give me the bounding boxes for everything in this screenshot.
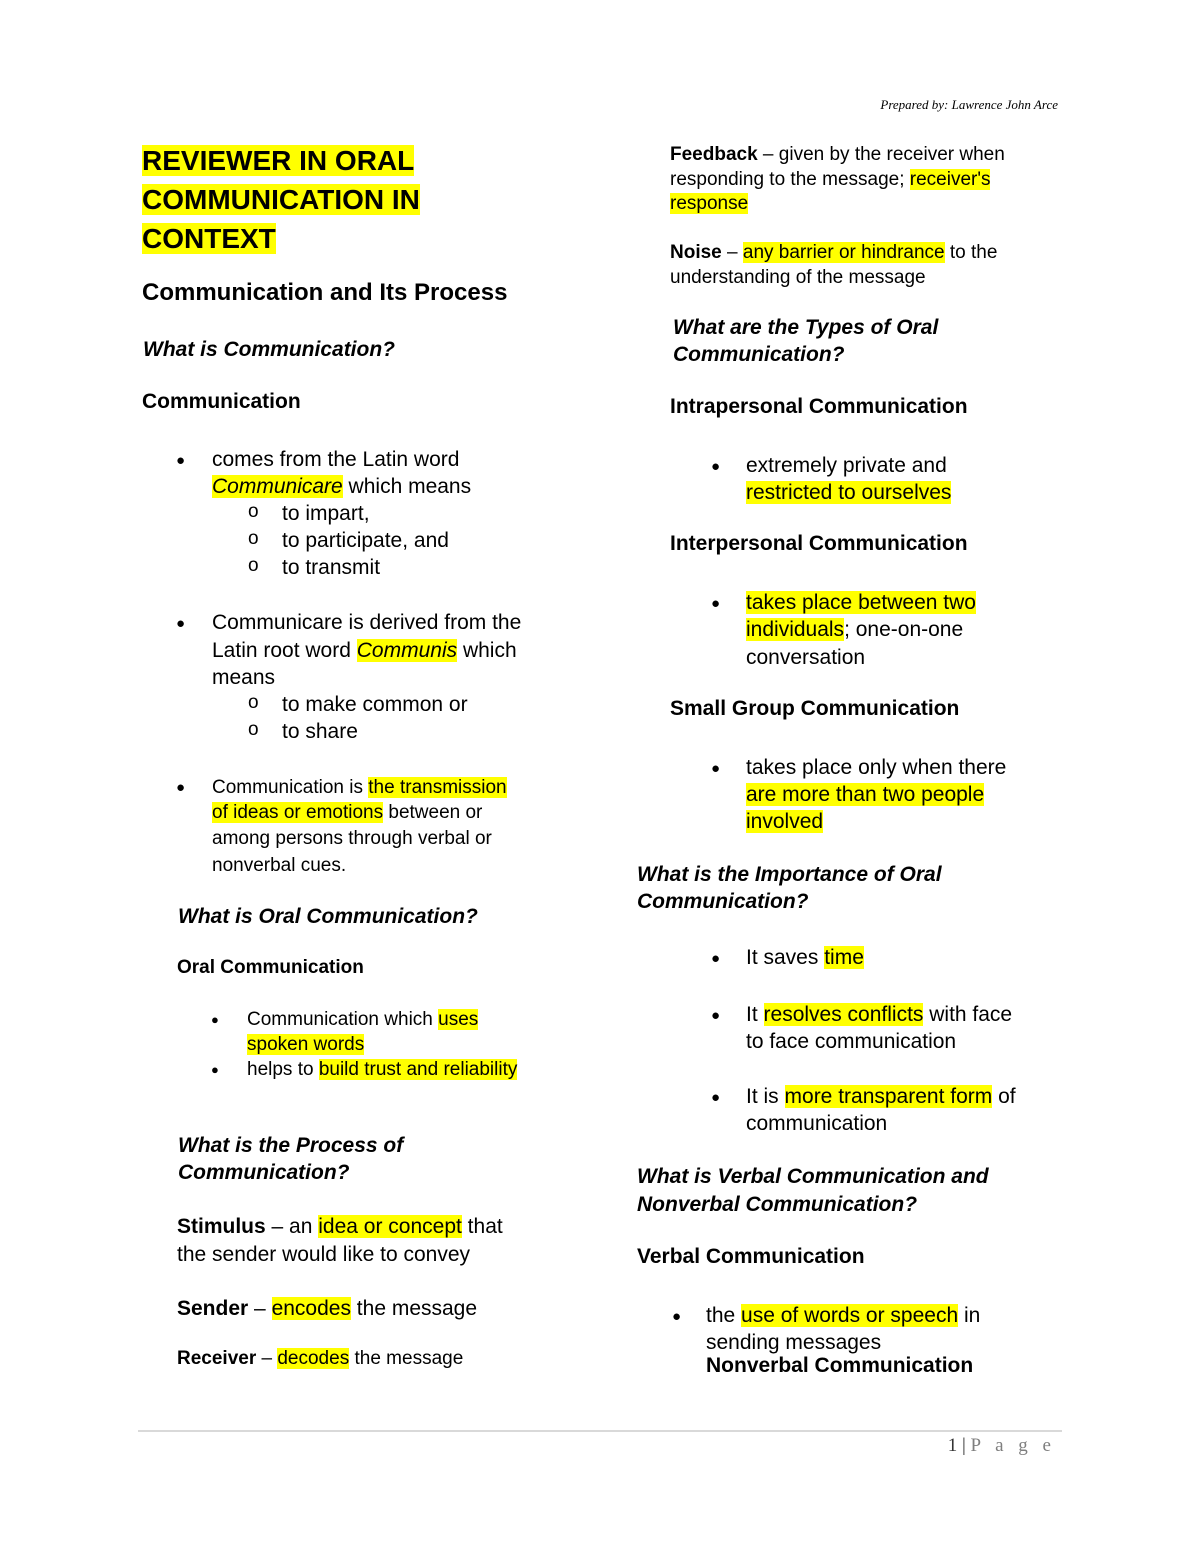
highlight: decodes	[277, 1348, 350, 1369]
bullet-text	[212, 775, 507, 800]
text: of	[992, 1085, 1016, 1108]
highlight: takes place between two	[746, 591, 976, 614]
text: Latin root word	[212, 639, 357, 662]
circle-bullet-icon: o	[248, 528, 259, 549]
bullet-text: Communicare is derived from the	[212, 611, 522, 634]
text: Communication which	[247, 1009, 439, 1030]
text: – given by the receiver when	[757, 144, 1005, 165]
question-heading: Communication?	[673, 343, 845, 366]
subheading: Nonverbal Communication	[706, 1354, 974, 1377]
sub-bullet-text: to share	[282, 720, 358, 743]
highlight: use of words or speech	[741, 1304, 959, 1327]
term: Noise	[670, 242, 722, 263]
title-line: COMMUNICATION IN	[142, 184, 420, 215]
text: –	[248, 1297, 272, 1320]
sub-bullet-text: to transmit	[282, 556, 381, 579]
bullet-icon: ●	[711, 595, 721, 612]
bullet-icon: ●	[176, 615, 186, 632]
highlight: more transparent form	[784, 1085, 993, 1108]
highlight: spoken words	[247, 1034, 365, 1055]
bullet-icon: ●	[711, 458, 721, 475]
bullet-text	[746, 616, 963, 643]
question-heading: Communication?	[637, 890, 809, 913]
text: –	[721, 242, 743, 263]
text: – an	[265, 1215, 319, 1238]
sub-bullet-text: to impart,	[282, 502, 370, 525]
definition-feedback	[670, 142, 1005, 167]
highlight: of ideas or emotions	[212, 802, 384, 823]
bullet-text	[212, 800, 482, 825]
definition-text	[670, 167, 990, 192]
bullet-text: communication	[746, 1112, 888, 1135]
bullet-icon: ●	[211, 1012, 219, 1027]
bullet-icon: ●	[711, 1007, 721, 1024]
text: that	[461, 1215, 503, 1238]
circle-bullet-icon: o	[248, 719, 259, 740]
page-number: 1	[947, 1435, 958, 1456]
text: which means	[342, 475, 472, 498]
highlight: build trust and reliability	[318, 1059, 518, 1080]
text: ; one-on-one	[844, 618, 964, 641]
subheading: Verbal Communication	[637, 1245, 865, 1268]
text: the	[706, 1304, 742, 1327]
term: Feedback	[670, 144, 758, 165]
bullet-text: extremely private and	[746, 454, 947, 477]
text: –	[256, 1348, 278, 1369]
highlight: the transmission	[368, 777, 507, 798]
text: to the	[944, 242, 998, 263]
bullet-text	[706, 1302, 980, 1329]
bullet-text: to face communication	[746, 1030, 957, 1053]
subheading: Oral Communication	[177, 957, 364, 978]
definition-stimulus	[177, 1213, 503, 1240]
question-heading: What is Communication?	[143, 338, 395, 361]
text: It saves	[746, 946, 825, 969]
header-prepared-by: Prepared by: Lawrence John Arce	[880, 97, 1058, 112]
question-heading: What is Verbal Communication and	[637, 1165, 989, 1188]
text: which	[457, 639, 517, 662]
bullet-text	[746, 589, 976, 616]
subheading: Intrapersonal Communication	[670, 395, 968, 418]
definition-noise	[670, 240, 997, 265]
bullet-text	[247, 1057, 517, 1082]
highlight: are more than two people	[746, 783, 985, 806]
bullet-icon: ●	[211, 1062, 219, 1077]
question-heading: Communication?	[178, 1161, 350, 1184]
bullet-text	[746, 479, 951, 506]
highlight: receiver's	[909, 169, 991, 190]
bullet-text	[746, 808, 823, 835]
subheading: Communication	[142, 390, 301, 413]
highlight: uses	[438, 1009, 479, 1030]
circle-bullet-icon: o	[248, 555, 259, 576]
definition-text: understanding of the message	[670, 267, 926, 288]
bullet-text: conversation	[746, 646, 866, 669]
definition-receiver	[177, 1346, 463, 1371]
term: Stimulus	[177, 1215, 266, 1238]
bullet-text	[212, 637, 517, 664]
bullet-icon: ●	[672, 1308, 682, 1325]
bullet-text: nonverbal cues.	[212, 855, 347, 876]
bullet-text: comes from the Latin word	[212, 448, 460, 471]
term: Receiver	[177, 1348, 257, 1369]
definition-sender	[177, 1295, 477, 1322]
bullet-text	[746, 1001, 1012, 1028]
text: Communication is	[212, 777, 369, 798]
sub-bullet-text: to participate, and	[282, 529, 449, 552]
subheading: Small Group Communication	[670, 697, 960, 720]
document-title	[142, 141, 420, 258]
text: helps to	[247, 1059, 319, 1080]
bullet-icon: ●	[711, 1089, 721, 1106]
title-line: REVIEWER IN ORAL	[142, 145, 415, 176]
highlight: time	[824, 946, 864, 969]
subheading: Interpersonal Communication	[670, 532, 968, 555]
question-heading: What are the Types of Oral	[673, 316, 939, 339]
page-footer	[948, 1435, 1056, 1457]
bullet-text	[247, 1007, 478, 1032]
bullet-text	[746, 781, 984, 808]
text: in	[958, 1304, 981, 1327]
highlight: idea or concept	[318, 1215, 462, 1238]
term: Sender	[177, 1297, 249, 1320]
text: It	[746, 1003, 764, 1026]
question-heading: Nonverbal Communication?	[637, 1193, 918, 1216]
page-word: P a g e	[970, 1435, 1056, 1456]
text: with face	[923, 1003, 1013, 1026]
bullet-icon: ●	[711, 950, 721, 967]
highlight: involved	[746, 810, 824, 833]
highlight: resolves conflicts	[763, 1003, 924, 1026]
bullet-text: takes place only when there	[746, 756, 1007, 779]
bullet-text: sending messages	[706, 1331, 882, 1354]
text: responding to the message;	[670, 169, 910, 190]
question-heading: What is the Process of	[178, 1134, 404, 1157]
highlight: encodes	[271, 1297, 351, 1320]
highlight: restricted to ourselves	[746, 481, 952, 504]
bullet-text	[746, 944, 864, 971]
text: the message	[349, 1348, 464, 1369]
text: It is	[746, 1085, 785, 1108]
highlight: any barrier or hindrance	[742, 242, 945, 263]
text: between or	[383, 802, 483, 823]
highlight: response	[670, 193, 749, 214]
circle-bullet-icon: o	[248, 692, 259, 713]
highlight: Communis	[356, 639, 458, 662]
highlight: Communicare	[212, 475, 343, 498]
definition-text: the sender would like to convey	[177, 1243, 471, 1266]
highlight: individuals	[746, 618, 845, 641]
bullet-icon: ●	[176, 452, 186, 469]
circle-bullet-icon: o	[248, 501, 259, 522]
text: the message	[350, 1297, 478, 1320]
sub-bullet-text: to make common or	[282, 693, 468, 716]
footer-divider	[138, 1430, 1062, 1432]
definition-text	[670, 191, 748, 216]
bullet-icon: ●	[176, 779, 186, 796]
bullet-text	[746, 1083, 1016, 1110]
section-heading: Communication and Its Process	[142, 279, 508, 306]
bullet-text: means	[212, 666, 276, 689]
question-heading: What is Oral Communication?	[178, 905, 478, 928]
question-heading: What is the Importance of Oral	[637, 863, 942, 886]
bullet-text: among persons through verbal or	[212, 828, 492, 849]
bullet-icon: ●	[711, 760, 721, 777]
bullet-text	[212, 473, 471, 500]
title-line: CONTEXT	[142, 223, 276, 254]
separator: |	[957, 1435, 971, 1456]
bullet-text	[247, 1032, 364, 1057]
